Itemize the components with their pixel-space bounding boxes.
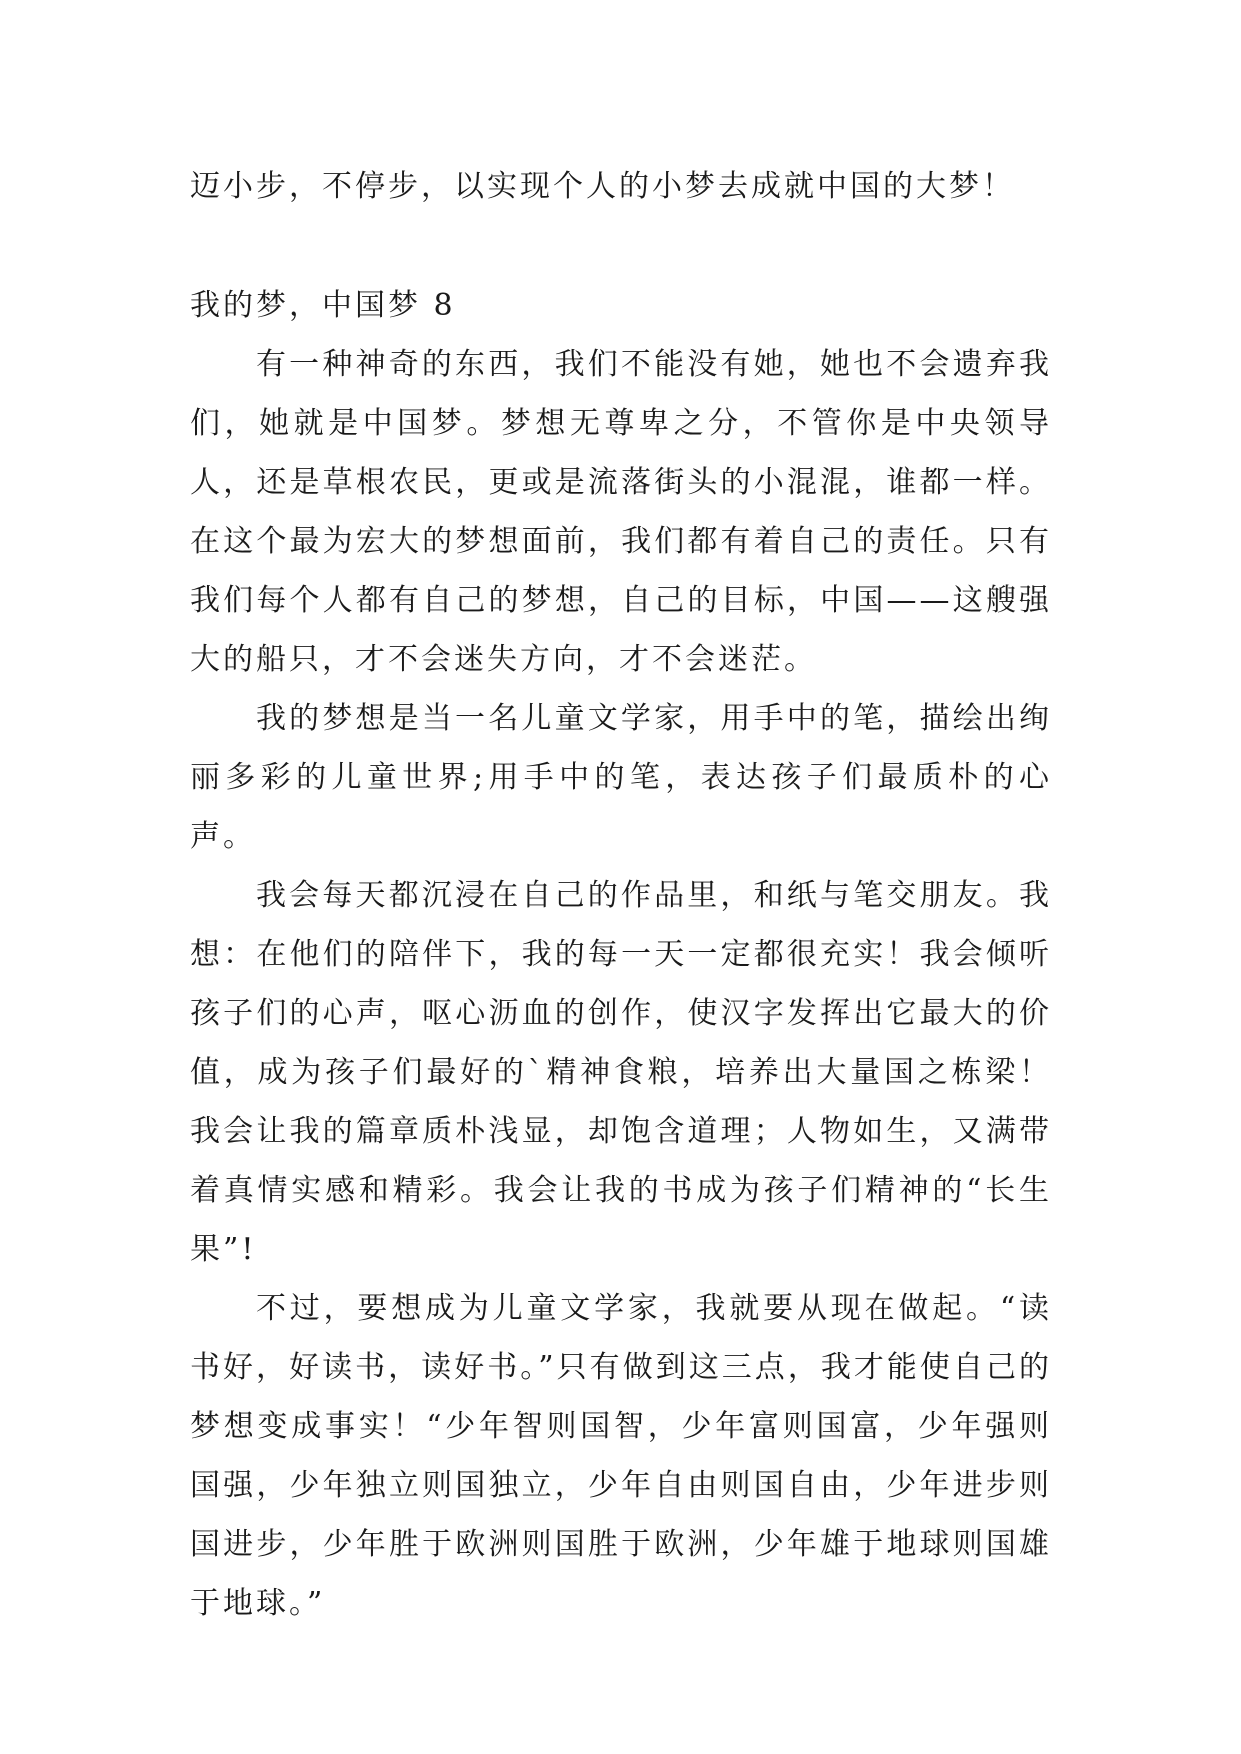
paragraph-4: 不过，要想成为儿童文学家，我就要从现在做起。“读书好，好读书，读好书。”只有做到这三点，我才能使自己的梦想变成事实！“少年智则国智，少年富则国富，少年强则国强，少年独立则国独立，少年自由则国自由，少年进步则国进步，少年胜于欧洲则国胜于欧洲，少年雄于地球则国雄于地球。” — [190, 1291, 1052, 1621]
paragraph-2: 我的梦想是当一名儿童文学家，用手中的笔，描绘出绚丽多彩的儿童世界;用手中的笔，表达孩子们最质朴的心声。 — [190, 701, 1052, 854]
essay-body — [190, 335, 1052, 1633]
section-title: 我的梦，中国梦 8 — [190, 288, 456, 323]
lead-line-text: 迈小步，不停步，以实现个人的小梦去成就中国的大梦！ — [190, 169, 1015, 204]
paragraph-1: 有一种神奇的东西，我们不能没有她，她也不会遗弃我们，她就是中国梦。梦想无尊卑之分，不管你是中央领导人，还是草根农民，更或是流落街头的小混混，谁都一样。在这个最为宏大的梦想面前，我们都有着自己的责任。只有我们每个人都有自己的梦想，自己的目标，中国——这艘强大的船只，才不会迷失方向，才不会迷茫。 — [190, 347, 1052, 677]
paragraph-3: 我会每天都沉浸在自己的作品里，和纸与笔交朋友。我想：在他们的陪伴下，我的每一天一定都很充实！我会倾听孩子们的心声，呕心沥血的创作，使汉字发挥出它最大的价值，成为孩子们最好的`精神食粮，培养出大量国之栋梁！我会让我的篇章质朴浅显，却饱含道理；人物如生，又满带着真情实感和精彩。我会让我的书成为孩子们精神的“长生果”! — [190, 878, 1052, 1267]
lead-line — [190, 157, 1052, 216]
